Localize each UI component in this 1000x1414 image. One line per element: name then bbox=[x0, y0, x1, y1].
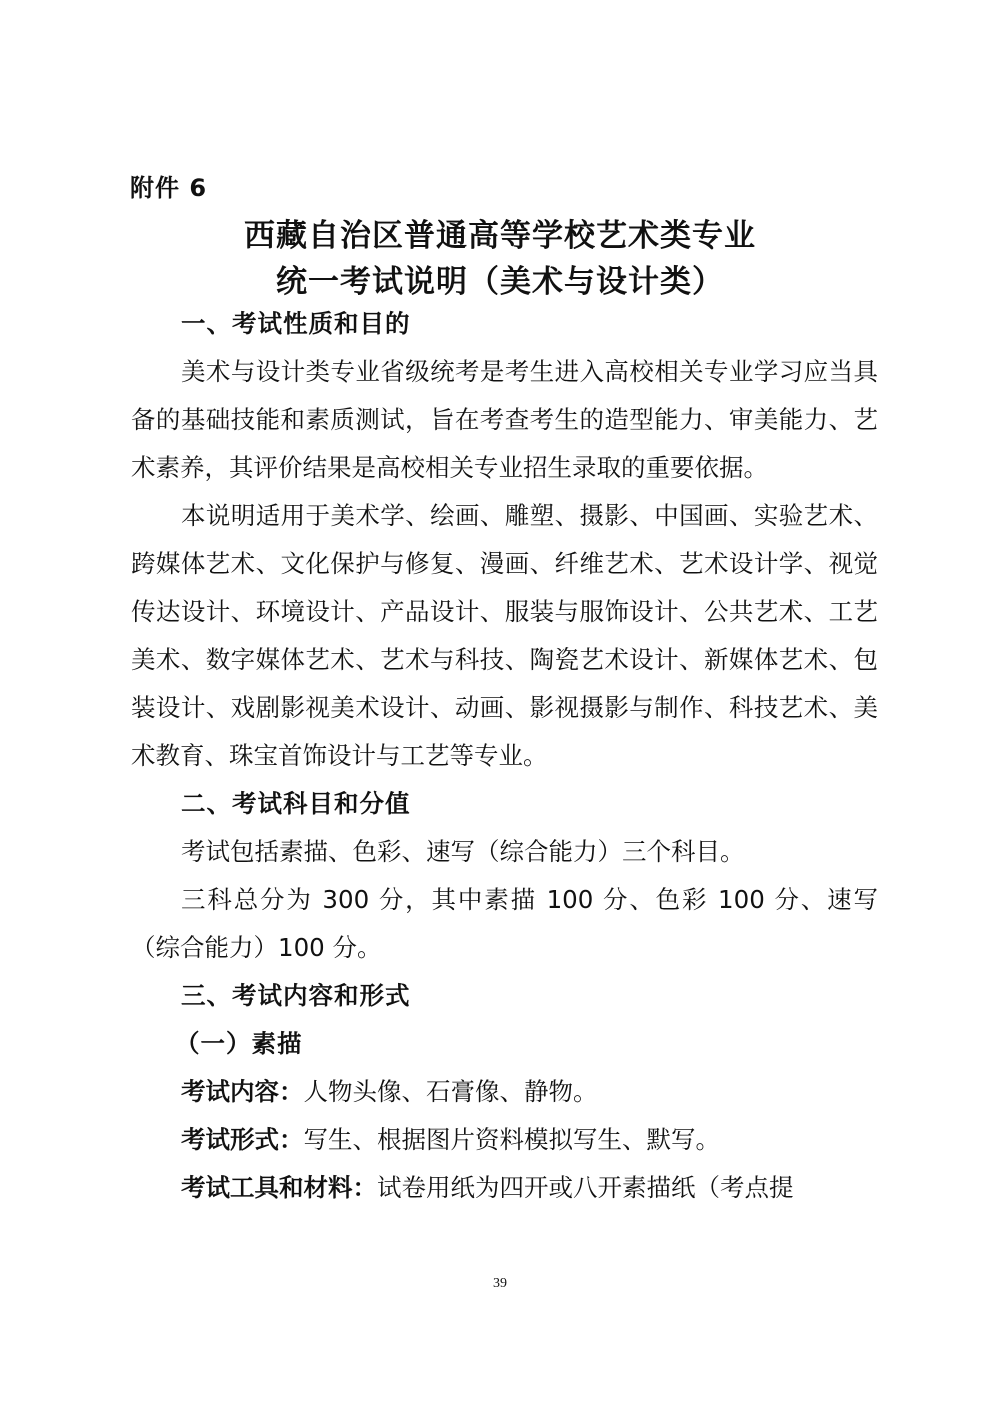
paragraph: 美术与设计类专业省级统考是考生进入高校相关专业学习应当具备的基础技能和素质测试，旨在考查考生的造型能力、审美能力、艺术素养，其评价结果是高校相关专业招生录取的重要依据。 bbox=[131, 357, 878, 482]
exam-form-label: 考试形式： bbox=[181, 1125, 304, 1154]
document-title-line1: 西藏自治区普通高等学校艺术类专业 bbox=[244, 218, 756, 254]
paragraph: 考试包括素描、色彩、速写（综合能力）三个科目。 bbox=[181, 837, 745, 866]
section-heading-2: 二、考试科目和分值 bbox=[181, 789, 411, 818]
paragraph: 本说明适用于美术学、绘画、雕塑、摄影、中国画、实验艺术、跨媒体艺术、文化保护与修复、漫画、纤维艺术、艺术设计学、视觉传达设计、环境设计、产品设计、服装与服饰设计、公共艺术、工艺美术、数字媒体艺术、艺术与科技、陶瓷艺术设计、新媒体艺术、包装设计、戏剧影视美术设计、动画、影视摄影与制作、科技艺术、美术教育、珠宝首饰设计与工艺等专业。 bbox=[131, 501, 878, 770]
paragraph: 三科总分为 300 分，其中素描 100 分、色彩 100 分、速写（综合能力）100 分。 bbox=[131, 885, 878, 962]
page-number: 39 bbox=[493, 1276, 507, 1291]
exam-tools-text: 试卷用纸为四开或八开素描纸（考点提 bbox=[377, 1173, 794, 1202]
exam-form-text: 写生、根据图片资料模拟写生、默写。 bbox=[303, 1125, 720, 1154]
document-body bbox=[131, 300, 878, 1212]
exam-content-label: 考试内容： bbox=[181, 1077, 304, 1106]
subsection-heading-sketch: （一）素描 bbox=[175, 1029, 303, 1058]
section-heading-1: 一、考试性质和目的 bbox=[181, 309, 411, 338]
exam-content-text: 人物头像、石膏像、静物。 bbox=[303, 1077, 598, 1106]
exam-form-line bbox=[131, 1116, 878, 1164]
section-heading-3: 三、考试内容和形式 bbox=[181, 981, 411, 1010]
exam-tools-label: 考试工具和材料： bbox=[181, 1173, 377, 1202]
attachment-label: 附件 6 bbox=[130, 174, 208, 202]
exam-tools-line bbox=[131, 1164, 878, 1212]
exam-content-line bbox=[131, 1068, 878, 1116]
document-title-line2: 统一考试说明（美术与设计类） bbox=[276, 264, 724, 300]
